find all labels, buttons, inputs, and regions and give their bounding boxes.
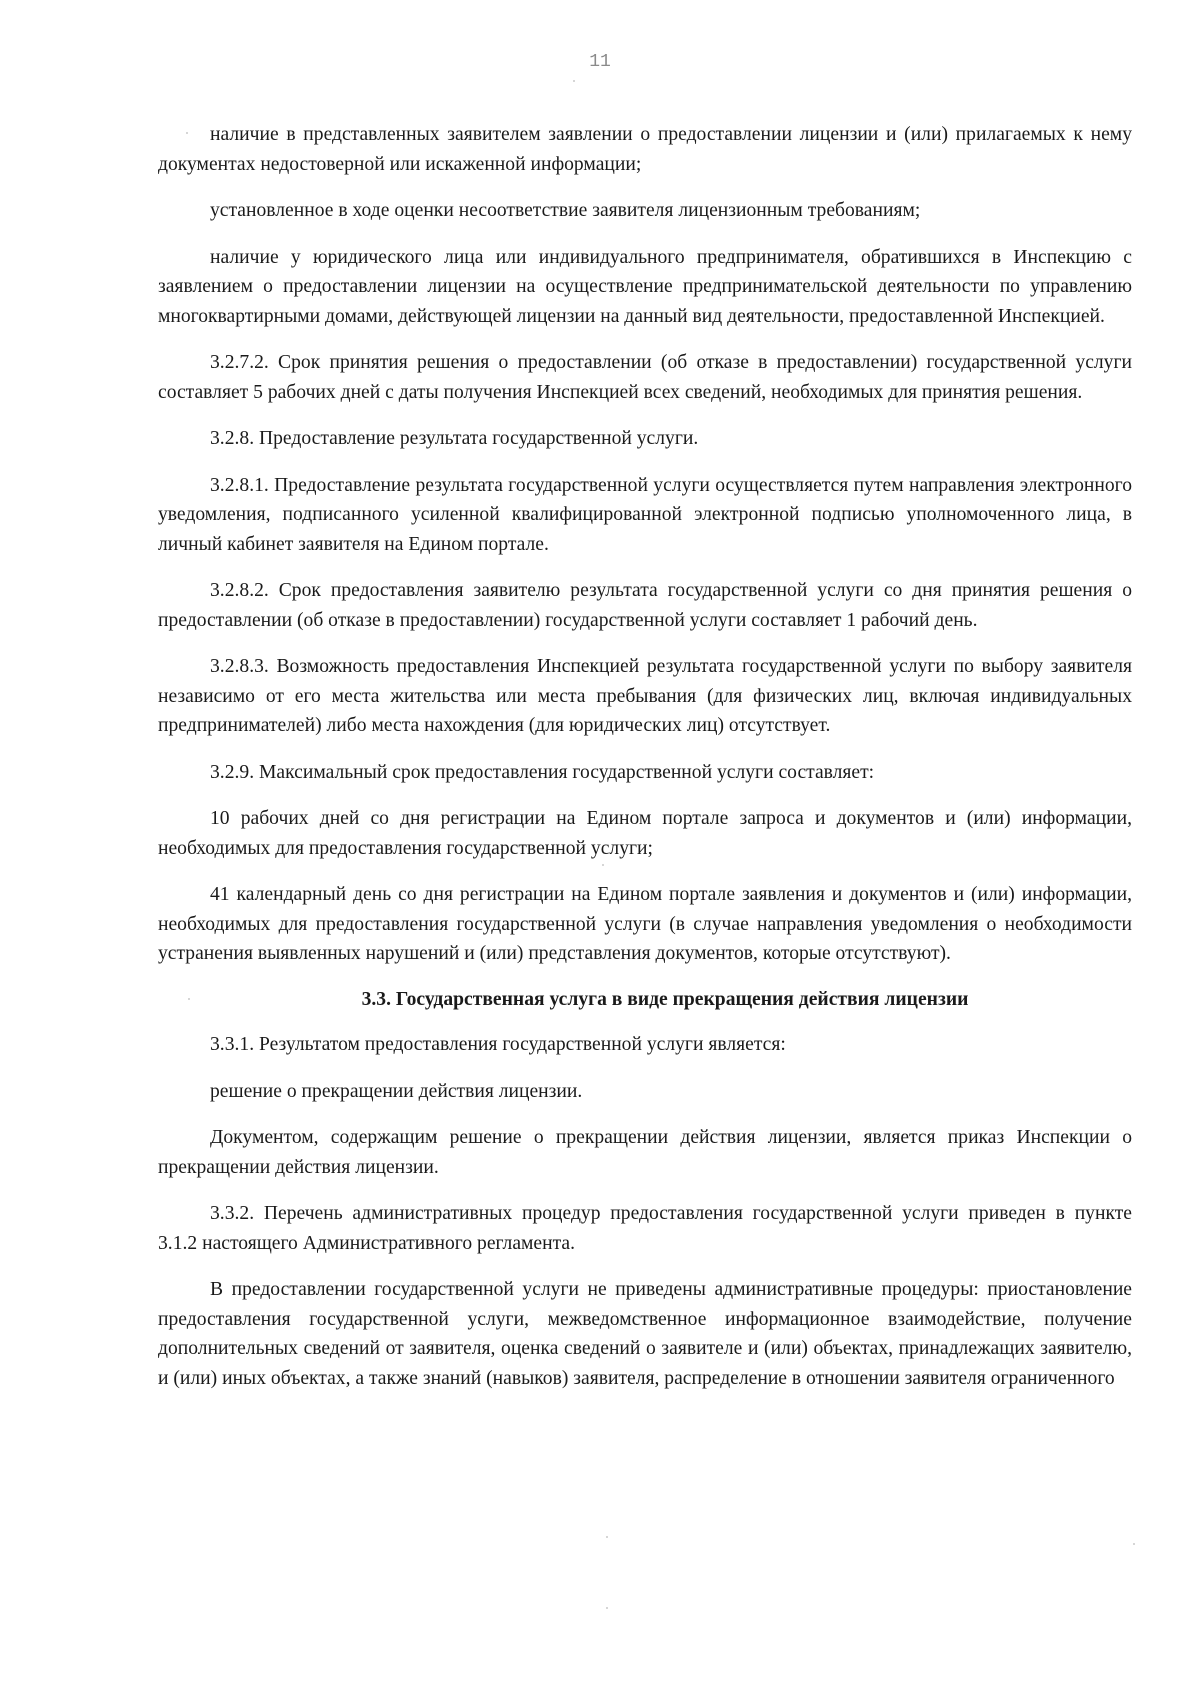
document-body — [158, 120, 1132, 1410]
paragraph-10-days: 10 рабочих дней со дня регистрации на Едином портале запроса и документов и (или) информации, необходимых для предоставления государственной услуги; — [158, 808, 1132, 859]
paragraph-3-2-8-2: 3.2.8.2. Срок предоставления заявителю результата государственной услуги со дня принятия решения о предоставлении (об отказе в предоставлении) государственной услуги составляет 1 рабочий день. — [158, 580, 1132, 631]
paragraph-3-2-8: 3.2.8. Предоставление результата государственной услуги. — [210, 428, 699, 449]
paragraph-noncompliance: установленное в ходе оценки несоответствие заявителя лицензионным требованиям; — [210, 200, 921, 221]
paragraph-existing-license: наличие у юридического лица или индивидуального предпринимателя, обратившихся в Инспекцию с заявлением о предоставлении лицензии на осуществление предпринимательской деятельности по управлению многоквартирными домами, действующей лицензии на данный вид деятельности, предоставленной Инспекцией. — [158, 246, 1132, 327]
section-heading-3-3: 3.3. Государственная услуга в виде прекращения действия лицензии — [361, 988, 969, 1010]
scan-speck — [606, 1607, 608, 1609]
scan-speck — [602, 864, 604, 866]
scan-speck — [606, 1536, 608, 1538]
scan-speck — [1133, 1543, 1135, 1545]
paragraph-3-2-7-2: 3.2.7.2. Срок принятия решения о предоставлении (об отказе в предоставлении) государственной услуги составляет 5 рабочих дней с даты получения Инспекцией всех сведений, необходимых для принятия решения. — [158, 352, 1132, 403]
paragraph-3-2-8-1: 3.2.8.1. Предоставление результата государственной услуги осуществляется путем направления электронного уведомления, подписанного усиленной квалифицированной электронной подписью уполномоченного лица, в личный кабинет заявителя на Едином портале. — [158, 474, 1132, 555]
paragraph-3-3-2: 3.3.2. Перечень административных процедур предоставления государственной услуги приведен в пункте 3.1.2 настоящего Административного регламента. — [158, 1203, 1132, 1254]
paragraph-3-3-1: 3.3.1. Результатом предоставления государственной услуги является: — [210, 1034, 786, 1055]
scan-speck — [186, 132, 188, 134]
scan-speck — [573, 80, 575, 82]
paragraph-document-order: Документом, содержащим решение о прекращении действия лицензии, является приказ Инспекции о прекращении действия лицензии. — [158, 1127, 1132, 1178]
paragraph-termination-decision: решение о прекращении действия лицензии. — [210, 1080, 583, 1102]
paragraph-false-information: наличие в представленных заявителем заявлении о предоставлении лицензии и (или) прилагаемых к нему документах недостоверной или искаженной информации; — [158, 124, 1132, 175]
page-number: 11 — [589, 52, 611, 72]
paragraph-3-2-9: 3.2.9. Максимальный срок предоставления государственной услуги составляет: — [210, 761, 875, 783]
paragraph-3-2-8-3: 3.2.8.3. Возможность предоставления Инспекцией результата государственной услуги по выбору заявителя независимо от его места жительства или места пребывания (для физических лиц, включая индивидуальных предпринимателей) либо места нахождения (для юридических лиц) отсутствует. — [158, 656, 1132, 736]
paragraph-41-days: 41 календарный день со дня регистрации на Едином портале заявления и документов и (или) информации, необходимых для предоставления государственной услуги (в случае направления уведомления о необходимости устранения выявленных нарушений и (или) представления документов, которые отсутствуют). — [158, 884, 1132, 964]
paragraph-procedures-not-provided: В предоставлении государственной услуги не приведены административные процедуры: приостановление предоставления государственной услуги, межведомственное информационное взаимодействие, получение дополнительных сведений от заявителя, оценка сведений о заявителе и (или) объектах, принадлежащих заявителю, и (или) иных объектах, а также знаний (навыков) заявителя, распределение в отношении заявителя ограниченного — [158, 1279, 1132, 1389]
scan-speck — [188, 998, 190, 1000]
